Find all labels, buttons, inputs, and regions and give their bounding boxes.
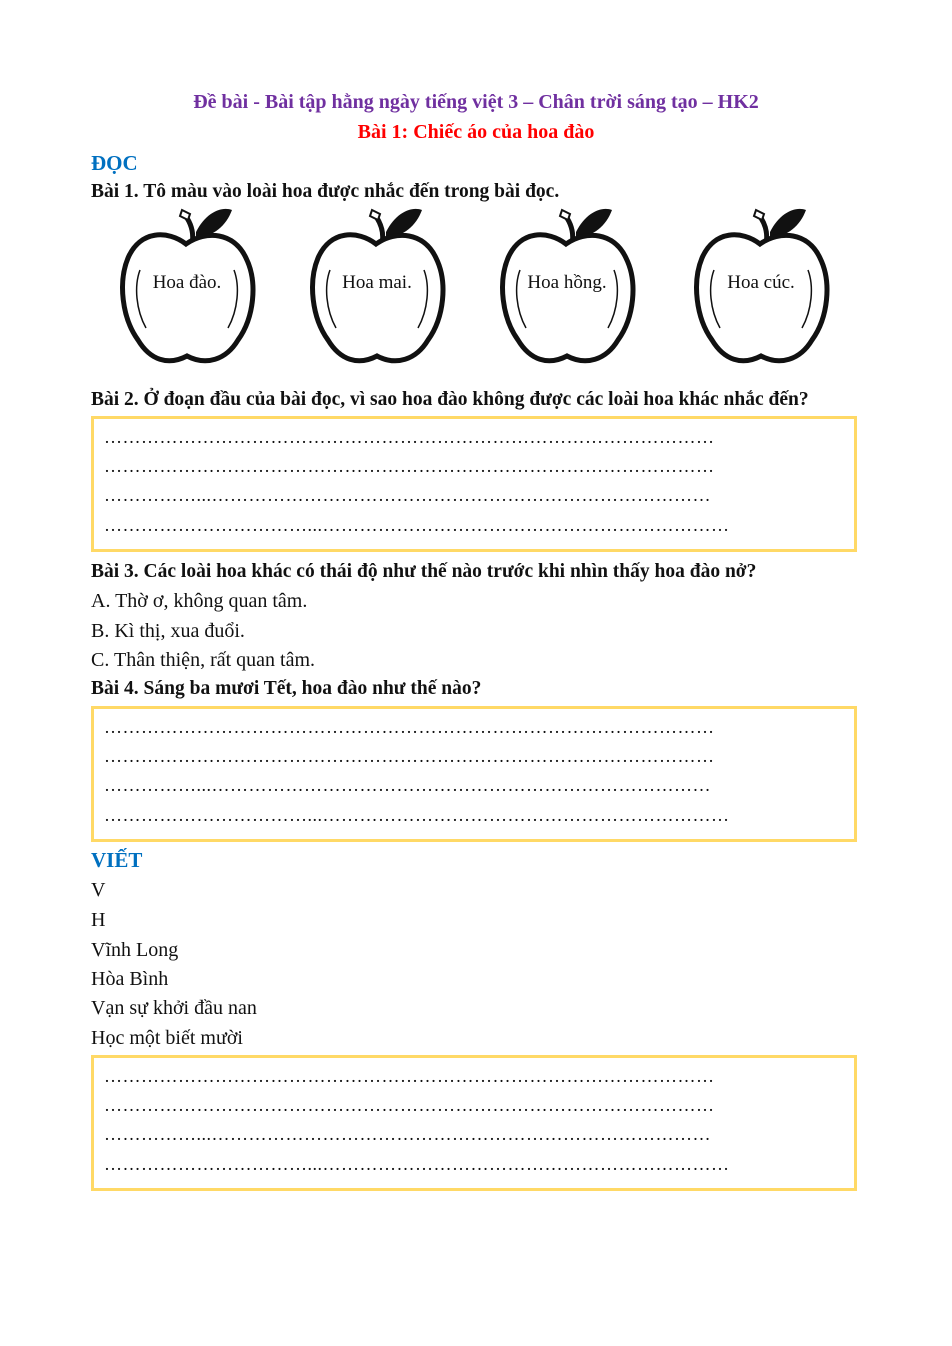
lesson-title: Bài 1: Chiếc áo của hoa đào [357,121,595,143]
dotted-line: ……………...……………………………………………………………………… [104,485,711,505]
question-1: Bài 1. Tô màu vào loài hoa được nhắc đến trong bài đọc. [91,181,560,202]
dotted-line: ……………...……………………………………………………………………… [104,1124,711,1144]
dotted-line: ……………………………………………………………………………………… [104,427,715,447]
writing-heading: VIẾT [91,848,143,872]
apple-label: Hoa đào. [152,272,222,293]
dotted-line: ……………………………...………………………………………………………… [104,805,730,825]
question-4: Bài 4. Sáng ba mươi Tết, hoa đào như thế nào? [91,678,482,699]
answer-box-2[interactable] [91,416,857,552]
dotted-line: ……………………………………………………………………………………… [104,717,715,737]
question-3: Bài 3. Các loài hoa khác có thái độ như thế nào trước khi nhìn thấy hoa đào nở? [91,561,757,582]
dotted-line: ……………………………………………………………………………………… [104,1095,715,1115]
apple-option-1[interactable] [118,200,268,370]
writing-item: Vạn sự khởi đầu nan [91,997,257,1019]
question-2: Bài 2. Ở đoạn đầu của bài đọc, vì sao hoa đào không được các loài hoa khác nhắc đến? [91,389,809,410]
apple-label: Hoa hồng. [527,272,607,293]
dotted-line: ……………………………………………………………………………………… [104,746,715,766]
answer-box-4[interactable] [91,706,857,842]
dotted-line: ……………………………...………………………………………………………… [104,1154,730,1174]
writing-item: Hòa Bình [91,968,169,990]
page-title: Đề bài - Bài tập hằng ngày tiếng việt 3 – Chân trời sáng tạo – HK2 [193,91,759,113]
choice-c[interactable]: C. Thân thiện, rất quan tâm. [91,649,316,671]
apple-option-3[interactable] [498,200,648,370]
answer-box-writing[interactable] [91,1055,857,1191]
dotted-line: ……………………………...………………………………………………………… [104,515,730,535]
apple-label: Hoa mai. [342,272,412,293]
writing-item: Học một biết mười [91,1027,243,1049]
dotted-line: ……………………………………………………………………………………… [104,456,715,476]
choice-a[interactable]: A. Thờ ơ, không quan tâm. [91,590,308,612]
choice-b[interactable]: B. Kì thị, xua đuổi. [91,620,245,642]
apple-label: Hoa cúc. [727,272,795,293]
apple-option-2[interactable] [308,200,458,370]
reading-heading: ĐỌC [91,151,138,175]
apple-option-4[interactable] [692,200,842,370]
dotted-line: ……………………………………………………………………………………… [104,1066,715,1086]
writing-item: Vĩnh Long [91,939,179,961]
dotted-line: ……………...……………………………………………………………………… [104,775,711,795]
writing-item: V [91,879,106,901]
writing-item: H [91,909,106,931]
